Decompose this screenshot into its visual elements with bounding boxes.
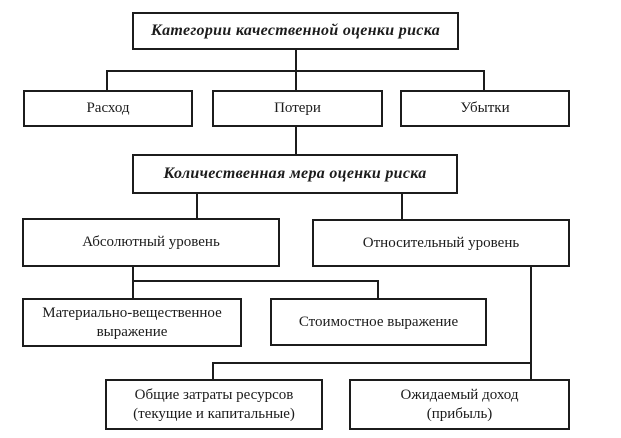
connector-drop-damages xyxy=(483,70,485,90)
node-expense: Расход xyxy=(23,90,193,127)
node-relative-level: Относительный уровень xyxy=(312,219,570,267)
connector-drop-monetary xyxy=(377,280,379,298)
connector-drop-total-costs xyxy=(212,362,214,379)
connector-row2-horizontal xyxy=(106,70,485,72)
connector-drop-absolute xyxy=(196,194,198,219)
node-qualitative-categories-title: Категории качественной оценки риска xyxy=(132,12,459,50)
connector-absolute-stem xyxy=(132,267,134,298)
node-quantitative-measure-title: Количественная мера оценки риска xyxy=(132,154,458,194)
node-absolute-level: Абсолютный уровень xyxy=(22,218,280,267)
connector-row6-horizontal xyxy=(212,362,532,364)
node-total-resource-costs: Общие затраты ресурсов (текущие и капитальные) xyxy=(105,379,323,430)
node-material-expression: Материально-вещественное выражение xyxy=(22,298,242,347)
node-damages: Убытки xyxy=(400,90,570,127)
connector-drop-expense xyxy=(106,70,108,90)
node-losses: Потери xyxy=(212,90,383,127)
node-monetary-expression: Стоимостное выражение xyxy=(270,298,487,346)
connector-losses-to-title2 xyxy=(295,127,297,154)
connector-row5-horizontal xyxy=(132,280,379,282)
node-expected-income: Ожидаемый доход (прибыль) xyxy=(349,379,570,430)
connector-drop-relative xyxy=(401,194,403,219)
